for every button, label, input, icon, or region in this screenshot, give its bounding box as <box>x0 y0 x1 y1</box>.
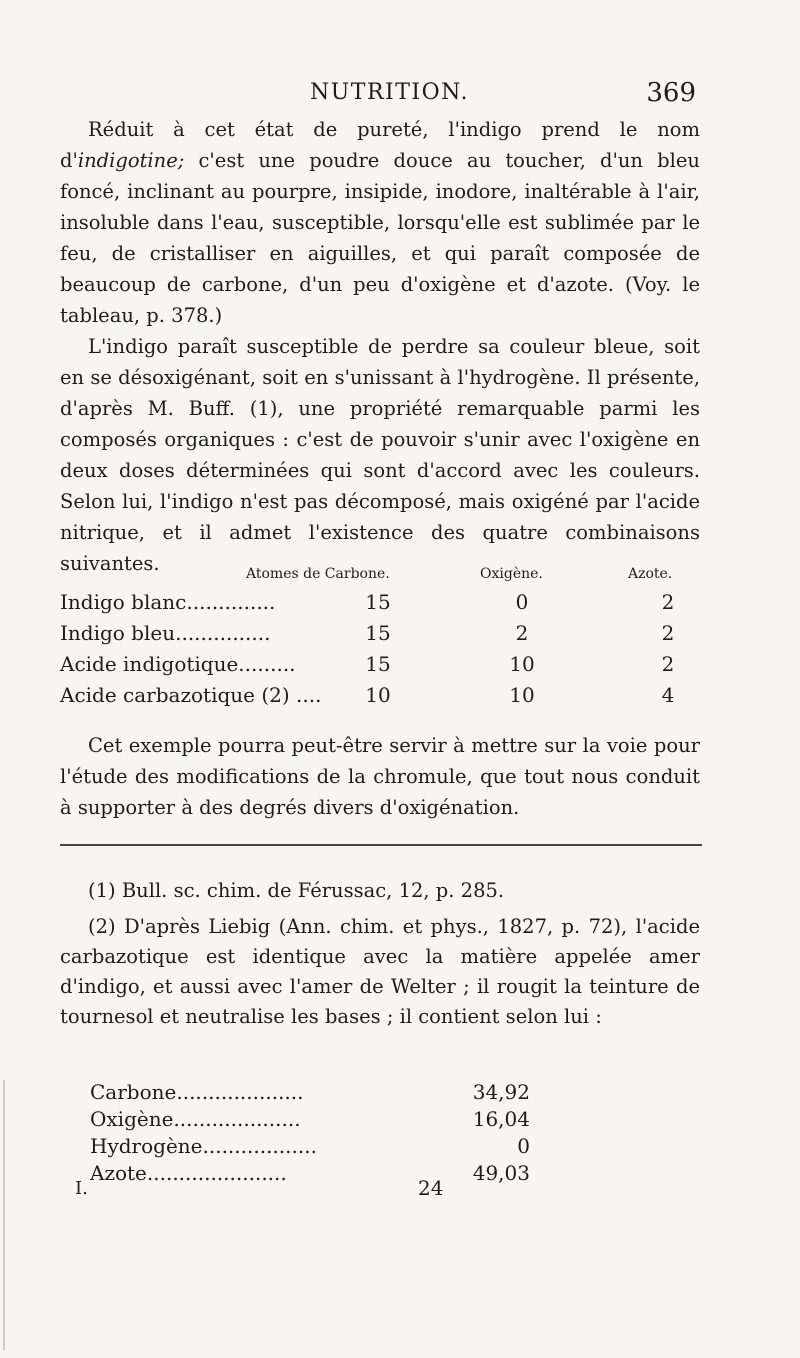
row-label: Indigo bleu............... <box>60 621 271 645</box>
paragraph-3: Cet exemple pourra peut-être servir à mettre sur la voie pour l'étude des modifications de la chromule, que tout nous conduit à supporter à des degrés divers d'oxigénation. <box>60 734 700 819</box>
paragraph-2: L'indigo paraît susceptible de perdre sa couleur bleue, soit en se désoxigénant, soit en s'unissant à l'hydrogène. Il présente, d'après M. Buff. (1), une propriété remarquable parmi les composés organiques : c'est de pouvoir s'unir avec l'oxigène en deux doses déterminées qui sont d'accord avec les couleurs. Selon lui, l'indigo n'est pas décomposé, mais oxigéné par l'acide nitrique, et il admet l'existence des quatre combinaisons suivantes. <box>60 335 700 575</box>
footnote-1: (1) Bull. sc. chim. de Férussac, 12, p. 285. <box>88 879 505 902</box>
element-value: 49,03 <box>472 1161 530 1185</box>
carbazotic-composition <box>90 1080 530 1188</box>
table-row <box>60 652 700 683</box>
row-label: Indigo blanc.............. <box>60 590 276 614</box>
body-text <box>60 114 700 579</box>
list-item <box>90 1134 530 1161</box>
row-label: Acide carbazotique (2) .... <box>60 683 322 707</box>
page-number: 369 <box>646 78 696 108</box>
cell-carbone: 15 <box>365 590 391 614</box>
table-row <box>60 590 700 621</box>
element-label: Hydrogène.................. <box>90 1134 317 1158</box>
paragraph-1-italic-term: indigotine; <box>77 149 185 172</box>
list-item <box>90 1080 530 1107</box>
cell-carbone: 15 <box>365 621 391 645</box>
signature-mark-left: I. <box>75 1178 88 1199</box>
element-value: 34,92 <box>472 1080 530 1104</box>
footnote-divider <box>60 844 702 846</box>
cell-azote: 4 <box>661 683 675 707</box>
running-head <box>60 80 700 112</box>
cell-azote: 2 <box>661 621 675 645</box>
row-label: Acide indigotique......... <box>60 652 296 676</box>
closing-text <box>60 730 700 823</box>
cell-oxygene: 2 <box>515 621 529 645</box>
element-label: Carbone.................... <box>90 1080 304 1104</box>
composition-table <box>60 566 700 714</box>
footnote-2: (2) D'après Liebig (Ann. chim. et phys., 1827, p. 72), l'acide carbazotique est identique avec la matière appelée amer d'indigo, et aussi avec l'amer de Welter ; il rougit la teinture de tournesol et neutralise les bases ; il contient selon lui : <box>60 915 700 1028</box>
header-oxygene: Oxigène. <box>480 566 543 582</box>
list-item <box>90 1161 530 1188</box>
table-row <box>60 683 700 714</box>
cell-carbone: 15 <box>365 652 391 676</box>
cell-oxygene: 0 <box>515 590 529 614</box>
element-value: 0 <box>517 1134 530 1158</box>
footnotes <box>60 876 700 1038</box>
table-header <box>60 566 700 590</box>
paragraph-1 <box>60 114 700 331</box>
running-title: NUTRITION. <box>310 80 469 105</box>
binding-edge-line <box>3 1080 5 1350</box>
element-value: 16,04 <box>472 1107 530 1131</box>
cell-oxygene: 10 <box>509 683 535 707</box>
cell-azote: 2 <box>661 590 675 614</box>
signature-mark-right: 24 <box>418 1176 444 1200</box>
list-item <box>90 1107 530 1134</box>
element-label: Oxigène.................... <box>90 1107 301 1131</box>
cell-oxygene: 10 <box>509 652 535 676</box>
cell-carbone: 10 <box>365 683 391 707</box>
paragraph-1-part-b: c'est une poudre douce au toucher, d'un bleu foncé, inclinant au pourpre, insipide, inodore, inaltérable à l'air, insoluble dans l'eau, susceptible, lorsqu'elle est sublimée par le feu, de cristalliser en aiguilles, et qui paraît composée de beaucoup de carbone, d'un peu d'oxigène et d'azote. (Voy. le tableau, p. 378.) <box>60 149 700 327</box>
header-carbone: Atomes de Carbone. <box>246 566 390 582</box>
header-azote: Azote. <box>628 566 673 582</box>
paragraph-1-part-a: Réduit à cet état de pureté, l'indigo prend le nom d' <box>60 118 700 172</box>
table-row <box>60 621 700 652</box>
cell-azote: 2 <box>661 652 675 676</box>
element-label: Azote...................... <box>90 1161 287 1185</box>
